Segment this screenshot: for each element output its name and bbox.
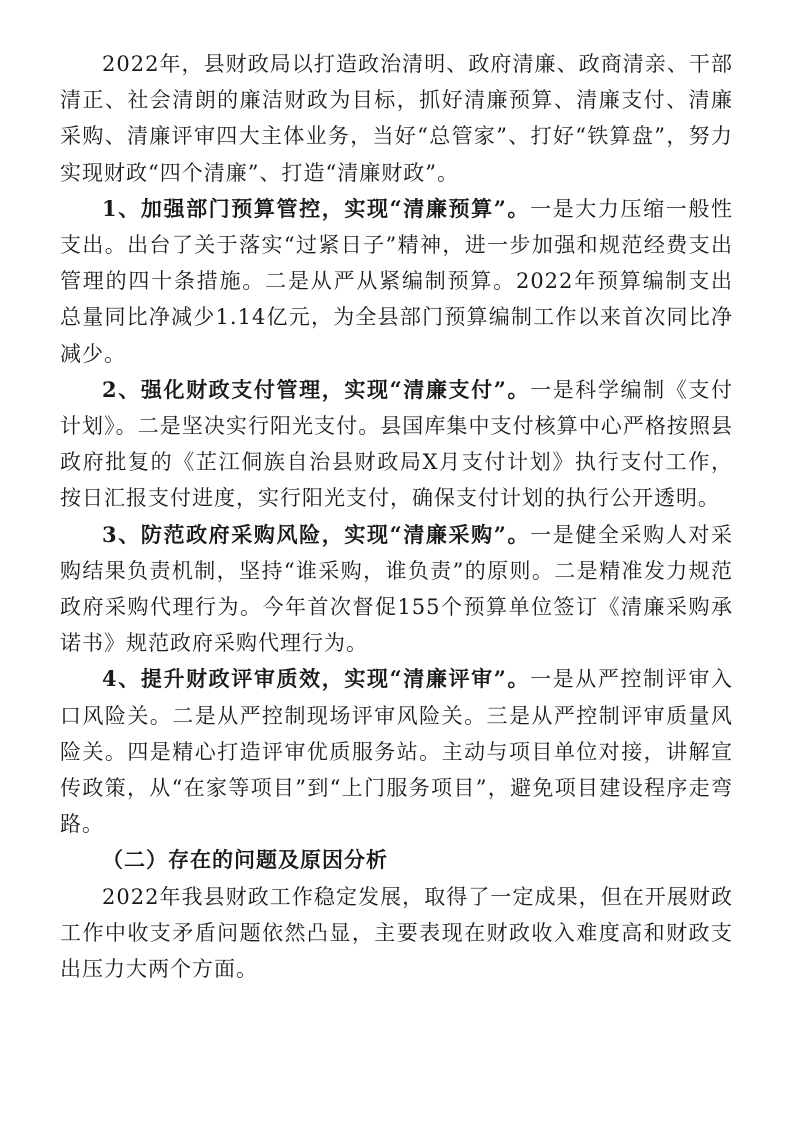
section-body-paragraph: 2022年我县财政工作稳定发展，取得了一定成果，但在开展财政工作中收支矛盾问题依然凸显，主要表现在财政收入难度高和财政支出压力大两个方面。 [60,884,733,982]
intro-paragraph: 2022年，县财政局以打造政治清明、政府清廉、政商清亲、干部清正、社会清朗的廉洁财政为目标，抓好清廉预算、清廉支付、清廉采购、清廉评审四大主体业务，当好“总管家”、打好“铁算盘”，努力实现财政“四个清廉”、打造“清廉财政”。 [60,52,733,185]
item-4-body: 一是从严控制评审入口风险关。二是从严控制现场评审风险关。三是从严控制评审质量风险关。四是精心打造评审优质服务站。主动与项目单位对接，讲解宣传政策，从“在家等项目”到“上门服务项目”，避免项目建设程序走弯路。 [60,667,733,837]
item-4-paragraph [60,661,733,842]
item-3-body: 一是健全采购人对采购结果负责机制，坚持“谁采购，谁负责”的原则。二是精准发力规范政府采购代理行为。今年首次督促155个预算单位签订《清廉采购承诺书》规范政府采购代理行为。 [60,522,733,656]
item-1-body: 一是大力压缩一般性支出。出台了关于落实“过紧日子”精神，进一步加强和规范经费支出管理的四十条措施。二是从严从紧编制预算。2022年预算编制支出总量同比净减少1.14亿元，为全县部门预算编制工作以来首次同比净减少。 [60,196,733,366]
item-3-paragraph [60,517,733,662]
item-2-lead: 2、强化财政支付管理，实现“清廉支付”。 [102,376,531,402]
item-2-paragraph [60,372,733,517]
item-1-paragraph [60,191,733,372]
section-heading: （二）存在的问题及原因分析 [102,847,388,873]
item-4-lead: 4、提升财政评审质效，实现“清廉评审”。 [102,666,531,692]
item-3-lead: 3、防范政府采购风险，实现“清廉采购”。 [102,521,531,547]
item-2-body: 一是科学编制《支付计划》。二是坚决实行阳光支付。县国库集中支付核算中心严格按照县政府批复的《芷江侗族自治县财政局X月支付计划》执行支付工作，按日汇报支付进度，实行阳光支付，确保支付计划的执行公开透明。 [60,377,733,511]
item-1-lead: 1、加强部门预算管控，实现“清廉预算”。 [102,195,531,221]
